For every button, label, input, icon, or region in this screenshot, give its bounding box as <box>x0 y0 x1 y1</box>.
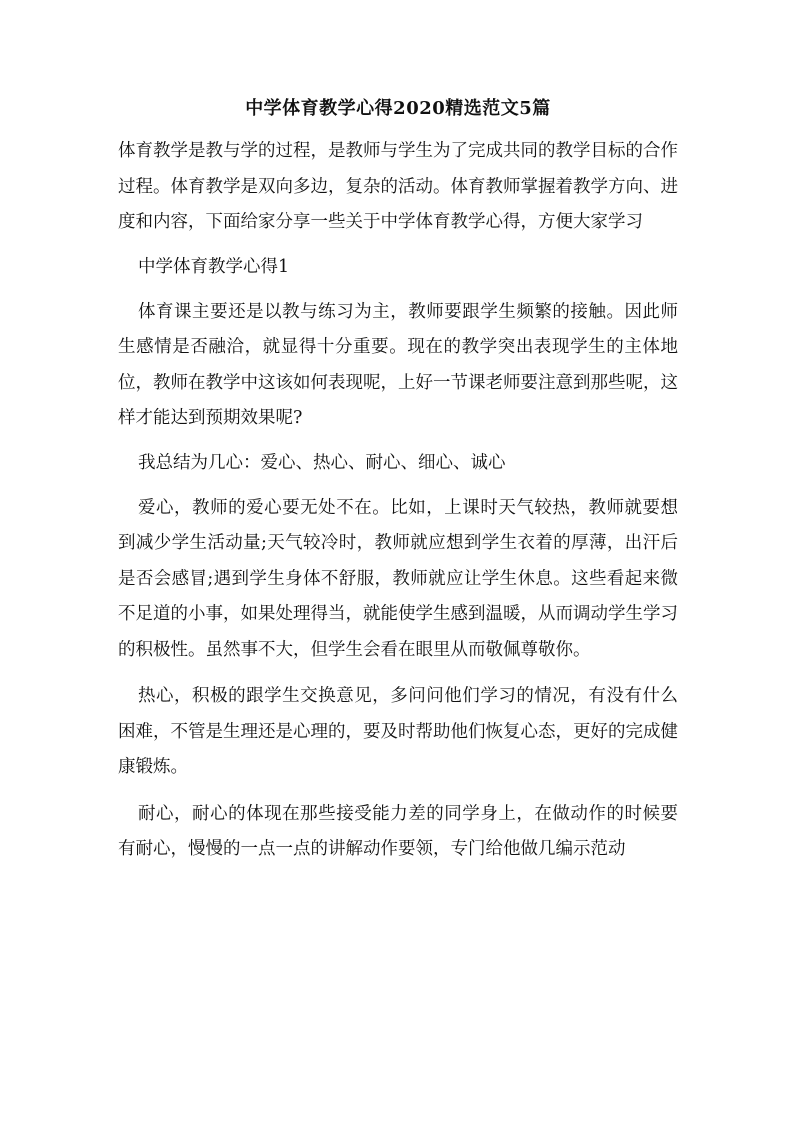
body-paragraph-love: 爱心，教师的爱心要无处不在。比如，上课时天气较热，教师就要想到减少学生活动量;天气较冷时，教师就应想到学生衣着的厚薄，出汗后是否会感冒;遇到学生身体不舒服，教师就应让学生休息。这些看起来微不足道的小事，如果处理得当，就能使学生感到温暖，从而调动学生学习的积极性。虽然事不大，但学生会看在眼里从而敬佩尊敬你。 <box>118 497 678 660</box>
body-paragraph-warmth: 热心，积极的跟学生交换意见，多问问他们学习的情况，有没有什么困难，不管是生理还是心理的，要及时帮助他们恢复心态，更好的完成健康锻炼。 <box>118 686 678 777</box>
summary-line: 我总结为几心：爱心、热心、耐心、细心、诚心 <box>138 452 506 473</box>
body-paragraph-1: 体育课主要还是以教与练习为主，教师要跟学生频繁的接触。因此师生感情是否融洽，就显得十分重要。现在的教学突出表现学生的主体地位，教师在教学中这该如何表现呢，上好一节课老师要注意到那些呢，这样才能达到预期效果呢? <box>118 301 678 428</box>
body-paragraph-patience: 耐心，耐心的体现在那些接受能力差的同学身上，在做动作的时候要有耐心，慢慢的一点一点的讲解动作要领，专门给他做几编示范动 <box>118 803 678 859</box>
document-title: 中学体育教学心得2020精选范文5篇 <box>245 98 551 119</box>
document-page <box>118 96 678 879</box>
intro-paragraph: 体育教学是教与学的过程，是教师与学生为了完成共同的教学目标的合作过程。体育教学是双向多边，复杂的活动。体育教师掌握着教学方向、进度和内容，下面给家分享一些关于中学体育教学心得，方便大家学习 <box>118 141 678 232</box>
section-heading: 中学体育教学心得1 <box>138 256 290 277</box>
